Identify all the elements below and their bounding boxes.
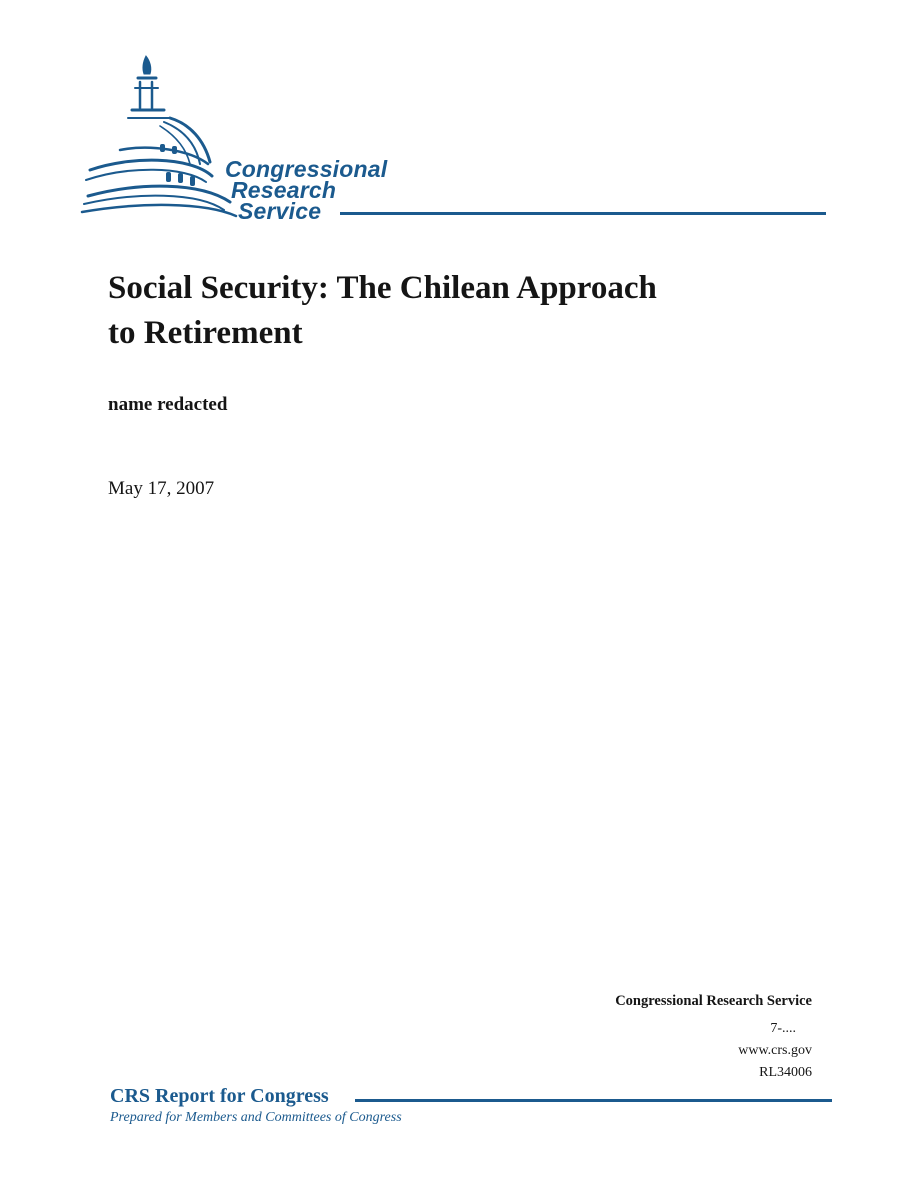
logo-text-line: Service (238, 198, 322, 224)
report-title (108, 266, 808, 356)
logo-text-line: Research (231, 177, 337, 203)
report-number: RL34006 (759, 1065, 812, 1080)
report-date: May 17, 2007 (108, 478, 215, 499)
org-info-block (615, 990, 812, 1084)
header-rule (340, 212, 826, 215)
report-author: name redacted (108, 394, 228, 415)
crs-logo (80, 52, 840, 232)
org-website: www.crs.gov (738, 1043, 812, 1058)
footer-title: CRS Report for Congress (110, 1085, 329, 1107)
footer-subtitle: Prepared for Members and Committees of Congress (110, 1110, 402, 1125)
report-title-line: Social Security: The Chilean Approach (108, 270, 657, 306)
org-name: Congressional Research Service (615, 993, 812, 1009)
report-title-line: to Retirement (108, 315, 303, 351)
org-phone: 7-.... (770, 1021, 796, 1036)
logo-text-line: Congressional (225, 156, 388, 182)
footer-rule (355, 1099, 832, 1102)
capitol-dome-icon (80, 52, 250, 222)
